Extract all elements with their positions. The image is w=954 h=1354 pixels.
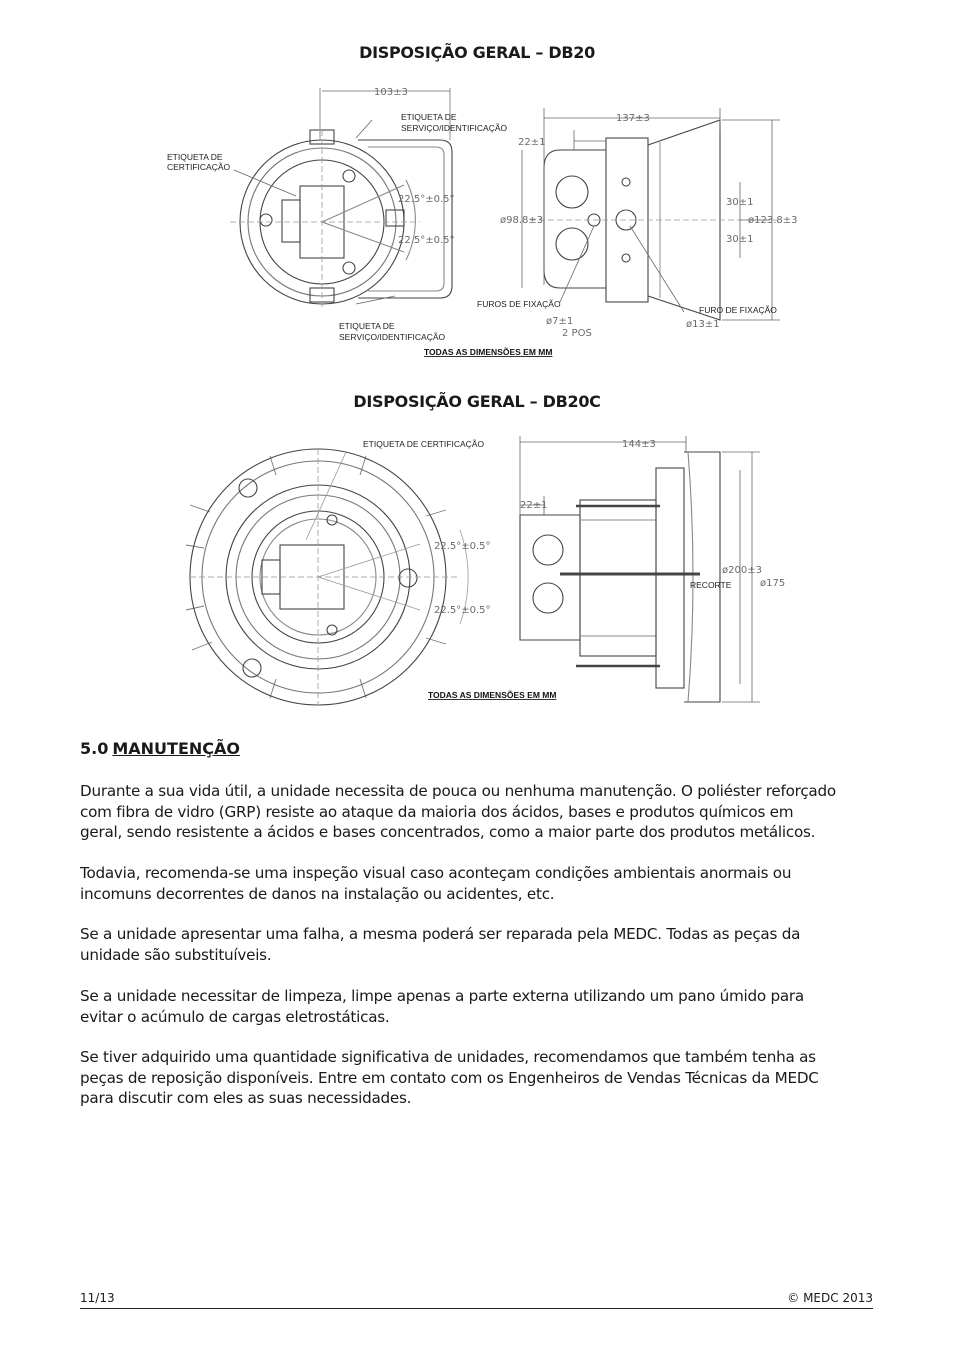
dim-98: ø98.8±3 (500, 215, 544, 226)
paragraph-4-line-2: evitar o acúmulo de cargas eletrostáticas. (80, 1007, 390, 1026)
label-certification-1: ETIQUETA DE (167, 152, 223, 162)
paragraph-3-line-1: Se a unidade apresentar uma falha, a mesma poderá ser reparada pela MEDC. Todas as peças da (80, 925, 801, 943)
paragraph-1-line-2: com fibra de vidro (GRP) resiste ao ataque da maioria dos ácidos, bases e produtos químicos em (80, 802, 794, 821)
footer-rule (80, 1308, 873, 1309)
db20c-drawing (0, 420, 954, 710)
dim-200: ø200±3 (722, 565, 762, 576)
page-number: 11/13 (80, 1291, 115, 1305)
label-service-top-1: ETIQUETA DE (401, 112, 457, 122)
paragraph-5 (80, 1047, 880, 1109)
db20-drawing (0, 0, 954, 370)
dim-30a: 30±1 (726, 197, 754, 208)
dim-angle-1: 22.5°±0.5° (398, 194, 455, 205)
label-cutout: RECORTE (690, 580, 732, 590)
drawing-1-note: TODAS AS DIMENSÕES EM MM (424, 347, 553, 357)
paragraph-5-line-2: peças de reposição disponíveis. Entre em contato com os Engenheiros de Vendas Técnicas da MEDC (80, 1068, 819, 1087)
dim-depth-db20c: 144±3 (622, 439, 656, 450)
drawing-2-title: DISPOSIÇÃO GERAL – DB20C (353, 392, 601, 411)
dim-depth: 137±3 (616, 113, 650, 124)
drawing-1-title: DISPOSIÇÃO GERAL – DB20 (359, 43, 595, 62)
label-fixing-hole: FURO DE FIXAÇÃO (699, 305, 777, 315)
label-certification-db20c: ETIQUETA DE CERTIFICAÇÃO (363, 439, 485, 449)
dim-175: ø175 (760, 578, 786, 589)
dim-angle-2-db20c: 22.5°±0.5° (434, 605, 491, 616)
paragraph-1-line-1: Durante a sua vida útil, a unidade necessita de pouca ou nenhuma manutenção. O poliéster reforçado (80, 782, 836, 800)
label-service-top-2: SERVIÇO/IDENTIFICAÇÃO (401, 123, 508, 133)
paragraph-5-line-1: Se tiver adquirido uma quantidade significativa de unidades, recomendamos que também tenha as (80, 1048, 816, 1066)
dim-angle-1-db20c: 22.5°±0.5° (434, 541, 491, 552)
paragraph-3-line-2: unidade são substituíveis. (80, 945, 272, 964)
dim-hole-13: ø13±1 (686, 319, 720, 330)
paragraph-3 (80, 924, 880, 965)
dim-width-top: 103±3 (374, 87, 408, 98)
section-number: 5.0 (80, 739, 109, 758)
paragraph-2 (80, 863, 880, 904)
paragraph-1 (80, 781, 880, 843)
paragraph-1-line-3: geral, sendo resistente a ácidos e bases concentrados, como a maior parte dos produtos metálicos. (80, 823, 816, 841)
paragraph-2-line-1: Todavia, recomenda-se uma inspeção visual caso aconteçam condições ambientais anormais ou (80, 864, 792, 882)
section-heading (80, 739, 240, 758)
dim-22: 22±1 (518, 137, 546, 148)
label-certification-2: CERTIFICAÇÃO (167, 162, 231, 172)
section-title: MANUTENÇÃO (112, 739, 240, 758)
drawing-2-note: TODAS AS DIMENSÕES EM MM (428, 690, 557, 700)
paragraph-4-line-1: Se a unidade necessitar de limpeza, limpe apenas a parte externa utilizando um pano úmido para (80, 987, 804, 1005)
label-fixing-holes: FUROS DE FIXAÇÃO (477, 299, 561, 309)
paragraph-5-line-3: para discutir com eles as suas necessidades. (80, 1089, 412, 1107)
dim-angle-2: 22.5°±0.5° (398, 235, 455, 246)
dim-123: ø123.8±3 (748, 215, 798, 226)
paragraph-2-line-2: incomuns decorrentes de danos na instalação ou acidentes, etc. (80, 884, 555, 903)
copyright: © MEDC 2013 (787, 1291, 873, 1305)
dim-22-db20c: 22±1 (520, 500, 548, 511)
label-service-bottom-1: ETIQUETA DE (339, 321, 395, 331)
dim-hole-7: ø7±1 (546, 316, 574, 327)
dim-30b: 30±1 (726, 234, 754, 245)
paragraph-4 (80, 986, 880, 1027)
dim-2-pos: 2 POS (562, 328, 592, 339)
label-service-bottom-2: SERVIÇO/IDENTIFICAÇÃO (339, 332, 446, 342)
